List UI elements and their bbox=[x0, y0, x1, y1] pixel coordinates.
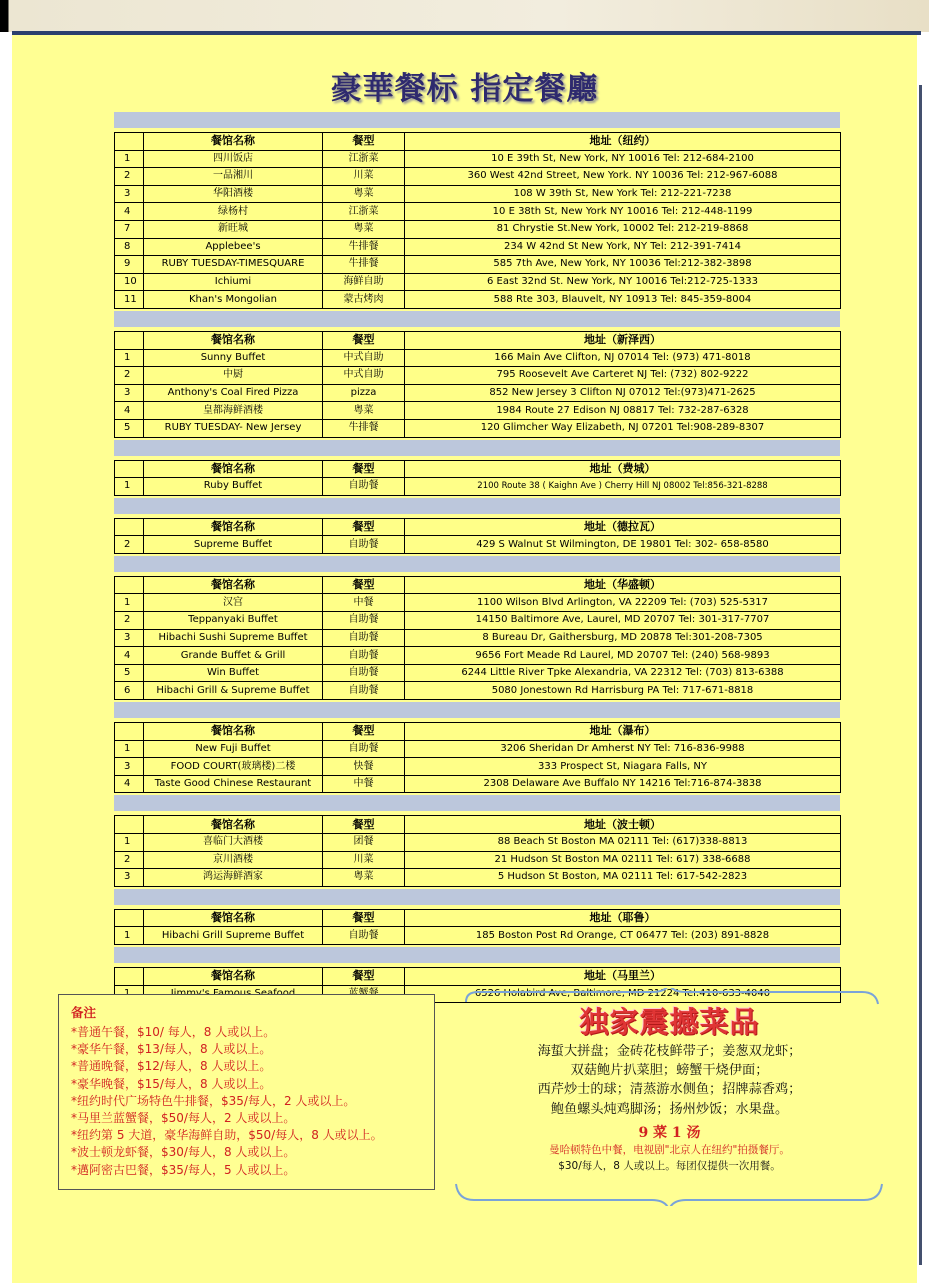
header-type-cell: 餐型 bbox=[323, 133, 405, 151]
notes-box bbox=[58, 994, 435, 1190]
cuisine-type: 快餐 bbox=[323, 758, 405, 776]
header-num-cell bbox=[115, 331, 144, 349]
row-number: 2 bbox=[115, 851, 144, 869]
cuisine-type: 牛排餐 bbox=[323, 238, 405, 256]
restaurant-name: Supreme Buffet bbox=[144, 536, 323, 554]
row-number: 11 bbox=[115, 291, 144, 309]
table-row bbox=[115, 384, 841, 402]
note-line: *邁阿密古巴餐，$35/每人，5 人或以上。 bbox=[71, 1162, 296, 1177]
restaurant-address: 185 Boston Post Rd Orange, CT 06477 Tel: (203) 891-8828 bbox=[405, 927, 841, 945]
restaurant-name: Ruby Buffet bbox=[144, 478, 323, 496]
restaurant-name: Win Buffet bbox=[144, 664, 323, 682]
table-row bbox=[115, 220, 841, 238]
restaurant-address: 8 Bureau Dr, Gaithersburg, MD 20878 Tel:301-208-7305 bbox=[405, 629, 841, 647]
header-type-cell: 餐型 bbox=[323, 816, 405, 834]
section-band bbox=[114, 556, 840, 572]
section-band bbox=[114, 947, 840, 963]
row-number: 2 bbox=[115, 168, 144, 186]
restaurant-address: 10 E 39th St, New York, NY 10016 Tel: 212-684-2100 bbox=[405, 150, 841, 168]
cuisine-type: 江浙菜 bbox=[323, 150, 405, 168]
header-name-cell: 餐馆名称 bbox=[144, 723, 323, 741]
restaurant-name: 中厨 bbox=[144, 367, 323, 385]
section-band bbox=[114, 440, 840, 456]
notes-list bbox=[59, 1024, 434, 1179]
restaurant-address: 5080 Jonestown Rd Harrisburg PA Tel: 717-671-8818 bbox=[405, 682, 841, 700]
table-row bbox=[115, 256, 841, 274]
note-line: *普通晚餐，$12/每人，8 人或以上。 bbox=[71, 1059, 272, 1074]
header-name-cell: 餐馆名称 bbox=[144, 816, 323, 834]
section-band bbox=[114, 311, 840, 327]
region-table bbox=[114, 331, 841, 438]
header-address-cell: 地址（费城） bbox=[405, 460, 841, 478]
note-line: *纽约时代广场特色牛排餐，$35/每人，2 人或以上。 bbox=[71, 1093, 356, 1108]
cuisine-type: 自助餐 bbox=[323, 629, 405, 647]
header-num-cell bbox=[115, 967, 144, 985]
row-number: 1 bbox=[115, 927, 144, 945]
section-band bbox=[114, 795, 840, 811]
table-header-row bbox=[115, 816, 841, 834]
cuisine-type: 自助餐 bbox=[323, 536, 405, 554]
row-number: 1 bbox=[115, 740, 144, 758]
restaurant-address: 795 Roosevelt Ave Carteret NJ Tel: (732) 802-9222 bbox=[405, 367, 841, 385]
notes-title: 备注 bbox=[71, 1005, 97, 1020]
row-number: 5 bbox=[115, 419, 144, 437]
table-row bbox=[115, 185, 841, 203]
restaurant-name: Hibachi Grill Supreme Buffet bbox=[144, 927, 323, 945]
restaurant-address: 852 New Jersey 3 Clifton NJ 07012 Tel:(973)471-2625 bbox=[405, 384, 841, 402]
restaurant-name: 汉宫 bbox=[144, 594, 323, 612]
restaurant-name: 皇都海鲜酒楼 bbox=[144, 402, 323, 420]
restaurant-name: Applebee's bbox=[144, 238, 323, 256]
restaurant-address: 14150 Baltimore Ave, Laurel, MD 20707 Tel: 301-317-7707 bbox=[405, 612, 841, 630]
row-number: 4 bbox=[115, 402, 144, 420]
restaurant-address: 81 Chrystie St.New York, 10002 Tel: 212-219-8868 bbox=[405, 220, 841, 238]
table-row bbox=[115, 419, 841, 437]
table-row bbox=[115, 629, 841, 647]
cuisine-type: 自助餐 bbox=[323, 682, 405, 700]
restaurant-address: 2100 Route 38 ( Kaighn Ave ) Cherry Hill NJ 08002 Tel:856-321-8288 bbox=[405, 478, 841, 496]
header-address-cell: 地址（马里兰） bbox=[405, 967, 841, 985]
special-note-price: $30/每人，8 人或以上。每团仅提供一次用餐。 bbox=[558, 1160, 781, 1172]
table-row bbox=[115, 150, 841, 168]
table-row bbox=[115, 238, 841, 256]
row-number: 3 bbox=[115, 758, 144, 776]
cuisine-type: 江浙菜 bbox=[323, 203, 405, 221]
header-num-cell bbox=[115, 816, 144, 834]
table-row bbox=[115, 664, 841, 682]
header-num-cell bbox=[115, 576, 144, 594]
special-title: 独家震撼菜品 bbox=[579, 1005, 760, 1039]
header-type-cell: 餐型 bbox=[323, 909, 405, 927]
table-row bbox=[115, 291, 841, 309]
note-line: *波士顿龙虾餐，$30/每人，8 人或以上。 bbox=[71, 1145, 296, 1160]
region-table bbox=[114, 132, 841, 309]
header-type-cell: 餐型 bbox=[323, 967, 405, 985]
table-header-row bbox=[115, 576, 841, 594]
restaurant-address: 3206 Sheridan Dr Amherst NY Tel: 716-836-9988 bbox=[405, 740, 841, 758]
restaurant-address: 234 W 42nd St New York, NY Tel: 212-391-7414 bbox=[405, 238, 841, 256]
table-row bbox=[115, 927, 841, 945]
cuisine-type: 中式自助 bbox=[323, 349, 405, 367]
region-table bbox=[114, 576, 841, 700]
row-number: 1 bbox=[115, 594, 144, 612]
table-header-row bbox=[115, 967, 841, 985]
top-header-band bbox=[0, 0, 929, 32]
restaurant-address: 588 Rte 303, Blauvelt, NY 10913 Tel: 845-359-8004 bbox=[405, 291, 841, 309]
header-type-cell: 餐型 bbox=[323, 576, 405, 594]
region-table bbox=[114, 722, 841, 793]
section-band bbox=[114, 889, 840, 905]
cuisine-type: 团餐 bbox=[323, 834, 405, 852]
row-number: 10 bbox=[115, 273, 144, 291]
special-course-count: 9 菜 1 汤 bbox=[638, 1125, 701, 1141]
restaurant-name: 鸿运海鲜酒家 bbox=[144, 869, 323, 887]
cuisine-type: 蒙古烤肉 bbox=[323, 291, 405, 309]
header-name-cell: 餐馆名称 bbox=[144, 967, 323, 985]
note-line: *纽约第 5 大道，豪华海鲜自助，$50/每人，8 人或以上。 bbox=[71, 1128, 383, 1143]
restaurant-address: 9656 Fort Meade Rd Laurel, MD 20707 Tel: (240) 568-9893 bbox=[405, 647, 841, 665]
table-header-row bbox=[115, 723, 841, 741]
row-number: 2 bbox=[115, 367, 144, 385]
header-type-cell: 餐型 bbox=[323, 518, 405, 536]
cuisine-type: 自助餐 bbox=[323, 647, 405, 665]
table-row bbox=[115, 869, 841, 887]
section-band bbox=[114, 112, 840, 128]
header-num-cell bbox=[115, 518, 144, 536]
restaurant-name: 华阳酒楼 bbox=[144, 185, 323, 203]
header-address-cell: 地址（华盛顿） bbox=[405, 576, 841, 594]
cuisine-type: 自助餐 bbox=[323, 927, 405, 945]
table-header-row bbox=[115, 133, 841, 151]
cuisine-type: 牛排餐 bbox=[323, 419, 405, 437]
header-num-cell bbox=[115, 723, 144, 741]
cuisine-type: 牛排餐 bbox=[323, 256, 405, 274]
cuisine-type: 自助餐 bbox=[323, 664, 405, 682]
table-header-row bbox=[115, 909, 841, 927]
table-header-row bbox=[115, 331, 841, 349]
restaurant-name: 绿杨村 bbox=[144, 203, 323, 221]
page-title: 豪華餐标 指定餐廳 bbox=[330, 71, 599, 107]
row-number: 2 bbox=[115, 612, 144, 630]
cuisine-type: 粤菜 bbox=[323, 869, 405, 887]
restaurant-name: RUBY TUESDAY-TIMESQUARE bbox=[144, 256, 323, 274]
table-row bbox=[115, 647, 841, 665]
restaurant-name: Ichiumi bbox=[144, 273, 323, 291]
special-dish-list bbox=[452, 1042, 887, 1119]
table-row bbox=[115, 612, 841, 630]
row-number: 3 bbox=[115, 869, 144, 887]
header-type-cell: 餐型 bbox=[323, 460, 405, 478]
dish-line: 双菇鲍片扒菜胆；螃蟹干烧伊面； bbox=[570, 1063, 769, 1079]
note-line: *普通午餐，$10/ 每人，8 人或以上。 bbox=[71, 1025, 276, 1039]
restaurant-address: 88 Beach St Boston MA 02111 Tel: (617)338-8813 bbox=[405, 834, 841, 852]
header-num-cell bbox=[115, 460, 144, 478]
restaurant-tables bbox=[114, 112, 840, 1005]
restaurant-name: Khan's Mongolian bbox=[144, 291, 323, 309]
restaurant-address: 5 Hudson St Boston, MA 02111 Tel: 617-542-2823 bbox=[405, 869, 841, 887]
header-name-cell: 餐馆名称 bbox=[144, 331, 323, 349]
restaurant-address: 1984 Route 27 Edison NJ 08817 Tel: 732-287-6328 bbox=[405, 402, 841, 420]
restaurant-name: Hibachi Grill & Supreme Buffet bbox=[144, 682, 323, 700]
table-row bbox=[115, 349, 841, 367]
restaurant-address: 1100 Wilson Blvd Arlington, VA 22209 Tel: (703) 525-5317 bbox=[405, 594, 841, 612]
cuisine-type: 粤菜 bbox=[323, 220, 405, 238]
header-name-cell: 餐馆名称 bbox=[144, 576, 323, 594]
cuisine-type: pizza bbox=[323, 384, 405, 402]
cuisine-type: 海鲜自助 bbox=[323, 273, 405, 291]
header-type-cell: 餐型 bbox=[323, 723, 405, 741]
header-type-cell: 餐型 bbox=[323, 331, 405, 349]
header-name-cell: 餐馆名称 bbox=[144, 909, 323, 927]
row-number: 1 bbox=[115, 834, 144, 852]
table-row bbox=[115, 851, 841, 869]
row-number: 1 bbox=[115, 349, 144, 367]
region-table bbox=[114, 909, 841, 945]
row-number: 4 bbox=[115, 647, 144, 665]
cuisine-type: 自助餐 bbox=[323, 478, 405, 496]
restaurant-name: Taste Good Chinese Restaurant bbox=[144, 775, 323, 793]
restaurant-address: 21 Hudson St Boston MA 02111 Tel: 617) 338-6688 bbox=[405, 851, 841, 869]
header-address-cell: 地址（纽约） bbox=[405, 133, 841, 151]
row-number: 1 bbox=[115, 150, 144, 168]
restaurant-name: 四川饭店 bbox=[144, 150, 323, 168]
cuisine-type: 川菜 bbox=[323, 168, 405, 186]
row-number: 6 bbox=[115, 682, 144, 700]
row-number: 3 bbox=[115, 384, 144, 402]
header-address-cell: 地址（波士顿） bbox=[405, 816, 841, 834]
table-header-row bbox=[115, 518, 841, 536]
table-row bbox=[115, 478, 841, 496]
region-table bbox=[114, 518, 841, 554]
table-row bbox=[115, 168, 841, 186]
restaurant-name: RUBY TUESDAY- New Jersey bbox=[144, 419, 323, 437]
cuisine-type: 中餐 bbox=[323, 594, 405, 612]
row-number: 3 bbox=[115, 185, 144, 203]
cuisine-type: 自助餐 bbox=[323, 612, 405, 630]
right-edge-line bbox=[919, 85, 922, 1265]
row-number: 3 bbox=[115, 629, 144, 647]
header-address-cell: 地址（瀑布） bbox=[405, 723, 841, 741]
restaurant-name: 京川酒楼 bbox=[144, 851, 323, 869]
row-number: 9 bbox=[115, 256, 144, 274]
restaurant-name: New Fuji Buffet bbox=[144, 740, 323, 758]
restaurant-name: Sunny Buffet bbox=[144, 349, 323, 367]
header-num-cell bbox=[115, 909, 144, 927]
row-number: 4 bbox=[115, 775, 144, 793]
section-band bbox=[114, 498, 840, 514]
restaurant-address: 6244 Little River Tpke Alexandria, VA 22312 Tel: (703) 813-6388 bbox=[405, 664, 841, 682]
row-number: 5 bbox=[115, 664, 144, 682]
restaurant-address: 585 7th Ave, New York, NY 10036 Tel:212-382-3898 bbox=[405, 256, 841, 274]
restaurant-address: 2308 Delaware Ave Buffalo NY 14216 Tel:716-874-3838 bbox=[405, 775, 841, 793]
row-number: 7 bbox=[115, 220, 144, 238]
restaurant-address: 10 E 38th St, New York NY 10016 Tel: 212-448-1199 bbox=[405, 203, 841, 221]
cuisine-type: 自助餐 bbox=[323, 740, 405, 758]
row-number: 2 bbox=[115, 536, 144, 554]
special-note-tv: 曼哈顿特色中餐，电视剧"北京人在纽约"拍摄餐厅。 bbox=[549, 1144, 790, 1156]
restaurant-name: 喜临门大酒楼 bbox=[144, 834, 323, 852]
table-row bbox=[115, 536, 841, 554]
row-number: 4 bbox=[115, 203, 144, 221]
restaurant-name: Teppanyaki Buffet bbox=[144, 612, 323, 630]
dish-line: 西芹炒士的球；清蒸游水侧鱼；招牌蒜香鸡； bbox=[537, 1082, 802, 1098]
row-number: 1 bbox=[115, 478, 144, 496]
restaurant-address: 166 Main Ave Clifton, NJ 07014 Tel: (973) 471-8018 bbox=[405, 349, 841, 367]
header-name-cell: 餐馆名称 bbox=[144, 133, 323, 151]
dish-line: 海蜇大拼盘；金砖花枝鲜带子；姜葱双龙虾； bbox=[537, 1044, 802, 1059]
table-row bbox=[115, 682, 841, 700]
header-address-cell: 地址（新泽西） bbox=[405, 331, 841, 349]
restaurant-name: FOOD COURT(玻璃楼)二楼 bbox=[144, 758, 323, 776]
note-line: *豪华午餐，$13/每人，8 人或以上。 bbox=[71, 1042, 272, 1057]
table-header-row bbox=[115, 460, 841, 478]
cuisine-type: 中式自助 bbox=[323, 367, 405, 385]
table-row bbox=[115, 273, 841, 291]
region-table bbox=[114, 815, 841, 886]
table-row bbox=[115, 775, 841, 793]
restaurant-address: 108 W 39th St, New York Tel: 212-221-7238 bbox=[405, 185, 841, 203]
restaurant-address: 333 Prospect St, Niagara Falls, NY bbox=[405, 758, 841, 776]
header-address-cell: 地址（耶鲁） bbox=[405, 909, 841, 927]
note-line: *马里兰蓝蟹餐，$50/每人，2 人或以上。 bbox=[71, 1111, 296, 1126]
restaurant-address: 360 West 42nd Street, New York. NY 10036 Tel: 212-967-6088 bbox=[405, 168, 841, 186]
restaurant-name: Hibachi Sushi Supreme Buffet bbox=[144, 629, 323, 647]
table-row bbox=[115, 758, 841, 776]
header-name-cell: 餐馆名称 bbox=[144, 518, 323, 536]
dish-line: 鲍鱼螺头炖鸡脚汤；扬州炒饭；水果盘。 bbox=[550, 1101, 789, 1117]
restaurant-name: 一品湘川 bbox=[144, 168, 323, 186]
region-table bbox=[114, 460, 841, 496]
table-row bbox=[115, 402, 841, 420]
section-band bbox=[114, 702, 840, 718]
header-address-cell: 地址（德拉瓦） bbox=[405, 518, 841, 536]
cuisine-type: 粤菜 bbox=[323, 402, 405, 420]
restaurant-address: 429 S Walnut St Wilmington, DE 19801 Tel: 302- 658-8580 bbox=[405, 536, 841, 554]
restaurant-name: Grande Buffet & Grill bbox=[144, 647, 323, 665]
header-name-cell: 餐馆名称 bbox=[144, 460, 323, 478]
cuisine-type: 川菜 bbox=[323, 851, 405, 869]
cuisine-type: 中餐 bbox=[323, 775, 405, 793]
table-row bbox=[115, 834, 841, 852]
restaurant-address: 6526 Holabird Ave, Baltimore, MD 21224 Tel:410-633-4040 bbox=[405, 985, 841, 1003]
restaurant-address: 120 Glimcher Way Elizabeth, NJ 07201 Tel:908-289-8307 bbox=[405, 419, 841, 437]
table-row bbox=[115, 740, 841, 758]
header-num-cell bbox=[115, 133, 144, 151]
row-number: 8 bbox=[115, 238, 144, 256]
restaurant-name: 新旺城 bbox=[144, 220, 323, 238]
cuisine-type: 粤菜 bbox=[323, 185, 405, 203]
table-row bbox=[115, 594, 841, 612]
table-row bbox=[115, 367, 841, 385]
restaurant-address: 6 East 32nd St. New York, NY 10016 Tel:212-725-1333 bbox=[405, 273, 841, 291]
restaurant-name: Anthony's Coal Fired Pizza bbox=[144, 384, 323, 402]
note-line: *豪华晚餐，$15/每人，8 人或以上。 bbox=[71, 1076, 272, 1091]
table-row bbox=[115, 203, 841, 221]
